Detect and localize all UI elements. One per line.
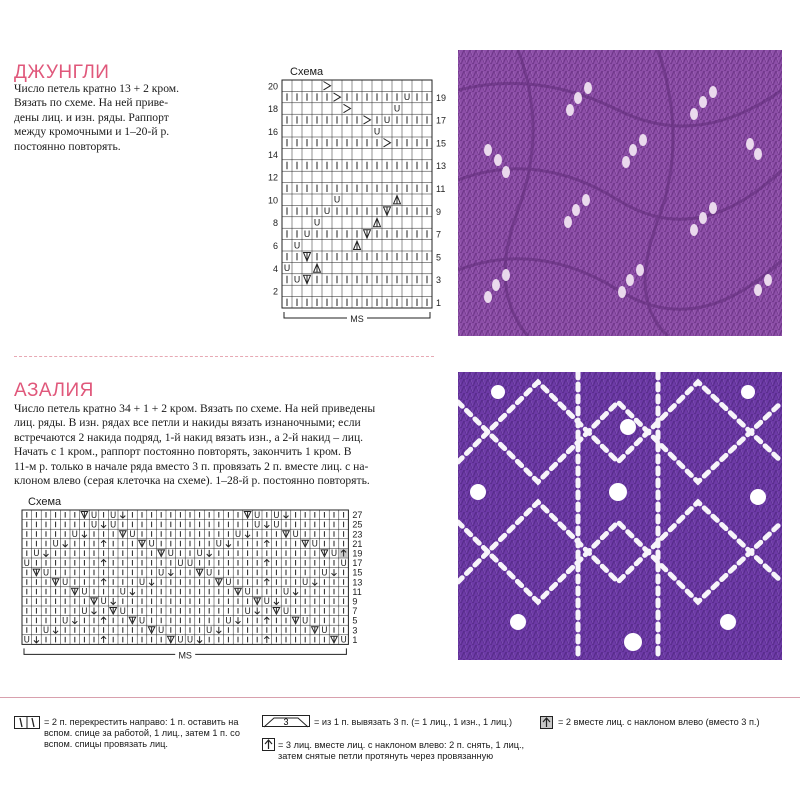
chart-cell-symbol	[81, 588, 87, 598]
chart-cell-symbol	[254, 520, 260, 530]
row-number-right: 9	[436, 206, 442, 217]
svg-text:U: U	[225, 616, 232, 627]
svg-text:U: U	[90, 520, 98, 531]
row-number-right: 11	[436, 184, 446, 194]
row-number-right: 9	[352, 596, 358, 607]
pattern2-chart	[20, 508, 380, 668]
pattern2-title: АЗАЛИЯ	[14, 380, 94, 401]
pattern2-line: Начать с 1 кром., раппорт постоянно повторять, закончить 1 кром. В	[14, 445, 352, 459]
svg-text:U: U	[177, 558, 184, 569]
svg-text:U: U	[81, 587, 88, 598]
svg-text:U: U	[302, 578, 309, 588]
chart-cell-symbol	[187, 636, 193, 646]
chart-cell-symbol	[244, 588, 250, 598]
chart-cell-symbol	[206, 626, 212, 636]
row-number-right: 15	[352, 567, 363, 578]
legend-two-together-left: = 2 вместе лиц. с наклоном влево (вместо 3 п.)	[558, 717, 760, 727]
chart-cell-symbol	[62, 578, 68, 588]
row-number-right: 17	[436, 115, 447, 126]
chart-cell-symbol	[294, 241, 301, 251]
svg-text:U: U	[215, 539, 222, 550]
chart-cell-symbol	[216, 540, 222, 550]
svg-text:U: U	[62, 578, 69, 588]
svg-text:U: U	[158, 568, 165, 579]
svg-text:U: U	[282, 587, 290, 598]
chart-cell-symbol	[225, 616, 231, 626]
chart-cell-symbol	[139, 578, 145, 588]
chart-cell-symbol	[314, 219, 321, 229]
two-together-left-icon	[540, 716, 553, 729]
svg-text:U: U	[311, 539, 318, 550]
chart-cell-symbol	[177, 559, 183, 569]
chart-cell-symbol	[148, 540, 154, 550]
pattern1-description	[14, 82, 264, 154]
chart-cell-symbol	[33, 549, 39, 559]
chart-cell-symbol	[321, 568, 327, 578]
svg-text:U: U	[100, 597, 107, 608]
legend-divider	[0, 697, 800, 698]
svg-text:U: U	[333, 195, 341, 206]
svg-text:U: U	[383, 115, 391, 126]
chart-cell-symbol	[225, 578, 231, 588]
pattern1-chart	[260, 78, 450, 340]
chart-cell-symbol	[374, 127, 381, 137]
svg-text:U: U	[273, 510, 280, 521]
row-number-left: 20	[267, 81, 278, 92]
svg-text:U: U	[282, 606, 290, 617]
svg-text:U: U	[340, 558, 347, 569]
svg-text:U: U	[302, 616, 309, 627]
chart-cell-symbol	[24, 636, 30, 646]
azalea-knit-photo	[458, 372, 782, 660]
chart-cell-symbol	[340, 636, 346, 646]
pattern2-grid	[22, 510, 348, 646]
svg-text:U: U	[186, 558, 194, 569]
svg-text:U: U	[340, 635, 347, 646]
svg-text:U: U	[129, 530, 136, 540]
svg-text:U: U	[167, 549, 174, 560]
chart-cell-symbol	[52, 540, 58, 550]
chart-cell-symbol	[43, 626, 49, 636]
row-number-right: 3	[436, 275, 442, 286]
svg-text:U: U	[186, 635, 194, 646]
chart-cell-symbol	[177, 636, 183, 646]
pattern1-title: ДЖУНГЛИ	[14, 62, 110, 83]
row-number-left: 6	[272, 241, 278, 251]
svg-text:U: U	[254, 510, 261, 521]
pattern1-line: между кромочными и 1–20-й р.	[14, 125, 170, 139]
chart-cell-symbol	[72, 530, 78, 540]
svg-text:U: U	[90, 510, 98, 521]
chart-cell-symbol	[235, 530, 241, 540]
svg-text:U: U	[138, 578, 146, 588]
chart-cell-symbol	[339, 549, 348, 558]
row-number-right: 19	[436, 92, 447, 103]
chart-cell-symbol	[110, 520, 116, 530]
pattern2-line: клоном влево (серая клеточка на схеме). 1–28-й р. постоянно повторять.	[14, 474, 370, 488]
svg-text:U: U	[23, 558, 30, 569]
chart-cell-symbol	[110, 511, 116, 521]
pattern2-photo	[458, 372, 782, 660]
legend-three-from-one: = из 1 п. вывязать 3 п. (= 1 лиц., 1 изн., 1 лиц.)	[314, 717, 513, 727]
cross-right-icon	[14, 716, 40, 729]
chart-cell-symbol	[168, 549, 174, 559]
row-number-left: 2	[272, 286, 278, 297]
ms-label: MS	[178, 650, 192, 661]
pattern2-description	[14, 402, 446, 488]
svg-text:U: U	[234, 530, 242, 540]
svg-text:U: U	[244, 606, 251, 617]
chart-cell-symbol	[62, 616, 68, 626]
chart-cell-symbol	[312, 540, 318, 550]
pattern1-line: дены лиц. и изн. ряды. Раппорт	[14, 110, 169, 124]
row-number-left: 10	[267, 195, 278, 206]
svg-text:U: U	[292, 530, 299, 540]
row-number-left: 12	[267, 172, 278, 183]
row-number-right: 5	[352, 615, 358, 626]
svg-text:U: U	[119, 606, 126, 617]
chart-cell-symbol	[334, 196, 341, 206]
chart-cell-symbol	[340, 559, 346, 569]
chart-cell-symbol	[91, 520, 97, 530]
chart-cell-symbol	[324, 207, 331, 217]
svg-text:U: U	[71, 530, 78, 540]
row-number-right: 13	[352, 577, 363, 588]
row-number-right: 27	[352, 510, 363, 521]
three-from-one-icon	[262, 715, 310, 729]
chart-cell-symbol	[321, 626, 327, 636]
chart-cell-symbol	[187, 559, 193, 569]
section-divider	[14, 356, 434, 357]
svg-text:U: U	[293, 241, 301, 252]
chart-cell-symbol	[394, 105, 401, 115]
svg-text:U: U	[254, 520, 261, 531]
chart-cell-symbol	[158, 626, 164, 636]
chart-cell-symbol	[264, 597, 270, 607]
svg-text:U: U	[206, 568, 213, 579]
chart-cell-symbol	[120, 588, 126, 598]
svg-text:U: U	[283, 264, 291, 275]
svg-text:U: U	[42, 568, 50, 579]
svg-text:U: U	[225, 578, 232, 588]
chart-cell-symbol	[302, 578, 308, 588]
svg-text:U: U	[321, 568, 328, 579]
chart-cell-symbol	[244, 607, 250, 617]
chart-cell-symbol	[273, 520, 279, 530]
legend-cross-right: = 2 п. перекрестить направо: 1 п. оставить на вспом. спице за работой, 1 лиц., затем 1 п. со вспом. спицы провязать лиц.	[44, 717, 240, 749]
svg-text:U: U	[303, 229, 311, 240]
row-number-right: 7	[436, 229, 442, 240]
svg-text:U: U	[273, 520, 280, 531]
svg-text:U: U	[313, 218, 321, 229]
row-number-right: 21	[352, 538, 363, 549]
pattern2-line: лиц. ряды. В изн. рядах все петли и накиды вязать изнаночными; если	[14, 416, 361, 430]
chart-cell-symbol	[43, 568, 49, 578]
row-number-right: 19	[352, 548, 363, 559]
pattern2-schema-label: Схема	[28, 496, 62, 508]
chart-cell-symbol	[91, 511, 97, 521]
svg-text:U: U	[33, 549, 40, 560]
chart-cell-symbol	[284, 264, 291, 274]
svg-text:U: U	[196, 549, 203, 560]
pattern2-line: встречаются 2 накида подряд, 1-й накид вязать изн., а 2-й накид – лиц.	[14, 430, 364, 444]
svg-text:U: U	[52, 539, 59, 550]
row-number-left: 16	[267, 127, 278, 137]
chart-cell-symbol	[283, 607, 289, 617]
chart-cell-symbol	[196, 549, 202, 559]
chart-cell-symbol	[158, 568, 164, 578]
svg-text:U: U	[23, 635, 30, 646]
row-number-right: 3	[352, 625, 358, 636]
svg-text:U: U	[81, 606, 88, 617]
chart-cell-symbol	[331, 549, 337, 559]
svg-text:U: U	[138, 616, 146, 627]
svg-text:U: U	[110, 520, 117, 531]
svg-text:U: U	[177, 635, 184, 646]
chart-cell-symbol	[100, 597, 106, 607]
row-number-right: 13	[436, 161, 447, 172]
row-number-right: 17	[352, 558, 363, 569]
chart-cell-symbol	[139, 616, 145, 626]
row-number-right: 23	[352, 529, 363, 540]
row-number-right: 1	[436, 298, 442, 308]
chart-cell-symbol	[294, 276, 301, 286]
svg-text:U: U	[62, 616, 69, 627]
pattern1-line: Вязать по схеме. На ней приве-	[14, 96, 169, 110]
svg-text:U: U	[373, 127, 381, 138]
svg-text:U: U	[323, 207, 331, 218]
row-number-left: 18	[267, 104, 278, 115]
pattern1-line: постоянно повторять.	[14, 139, 121, 153]
row-number-right: 1	[352, 634, 358, 645]
chart-cell-symbol	[283, 588, 289, 598]
pattern1-photo	[458, 50, 782, 336]
chart-cell-symbol	[273, 511, 279, 521]
chart-cell-symbol	[292, 530, 298, 540]
three-together-left-icon	[262, 738, 275, 751]
pattern1-line: Число петель кратно 13 + 2 кром.	[14, 82, 180, 95]
svg-text:U: U	[148, 539, 155, 550]
three-from-one-digit: 3	[283, 717, 289, 727]
svg-text:U: U	[119, 587, 126, 598]
chart-cell-symbol	[206, 568, 212, 578]
chart-cell-symbol	[404, 93, 411, 103]
row-number-right: 25	[352, 519, 363, 530]
pattern1-grid	[282, 80, 432, 308]
svg-text:U: U	[263, 597, 270, 608]
chart-cell-symbol	[129, 530, 135, 540]
pattern1-schema-label: Схема	[290, 66, 324, 78]
svg-text:U: U	[293, 275, 301, 286]
row-number-right: 11	[352, 586, 362, 597]
pattern2-line: 11-м р. только в начале ряда вместо 3 п. провязать 2 п. вместе лиц. с на-	[14, 459, 369, 473]
svg-text:U: U	[158, 626, 165, 636]
row-number-left: 8	[272, 218, 278, 229]
chart-cell-symbol	[81, 607, 87, 617]
chart-cell-symbol	[304, 230, 311, 240]
jungle-knit-photo	[458, 50, 782, 336]
chart-cell-symbol	[302, 616, 308, 626]
svg-text:U: U	[403, 93, 411, 104]
row-number-left: 14	[267, 149, 278, 160]
svg-text:U: U	[393, 104, 401, 115]
row-number-right: 5	[436, 252, 442, 263]
pattern2-line: Число петель кратно 34 + 1 + 2 кром. Вязать по схеме. На ней приведены	[14, 402, 376, 415]
svg-text:U: U	[110, 510, 117, 521]
row-number-right: 7	[352, 606, 358, 617]
row-number-right: 15	[436, 138, 447, 149]
svg-text:U: U	[330, 549, 338, 560]
legend-three-together-left: = 3 лиц. вместе лиц. с наклоном влево: 2 п. снять, 1 лиц., затем снятые петли протянуть через провязанную	[278, 740, 525, 761]
svg-text:U: U	[206, 626, 213, 636]
chart-cell-symbol	[120, 607, 126, 617]
ms-label: MS	[350, 314, 364, 324]
chart-cell-symbol	[254, 511, 260, 521]
svg-text:U: U	[244, 587, 251, 598]
row-number-left: 4	[272, 263, 278, 274]
svg-text:U: U	[42, 626, 50, 636]
chart-cell-symbol	[384, 116, 391, 126]
chart-cell-symbol	[24, 559, 30, 569]
svg-text:U: U	[321, 626, 328, 636]
